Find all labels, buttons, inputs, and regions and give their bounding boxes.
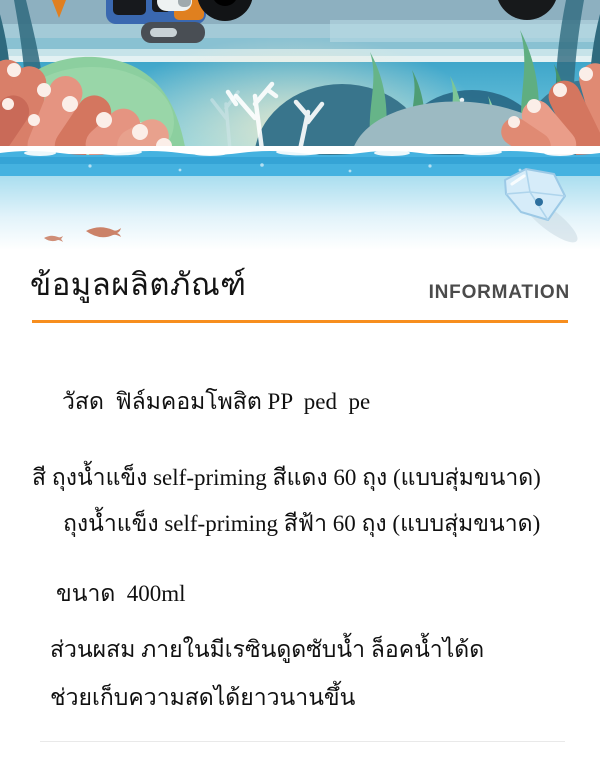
product-info-section <box>0 258 600 715</box>
bottom-divider <box>40 741 565 742</box>
page-title: ข้อมูลผลิตภัณฑ์ <box>30 267 247 303</box>
hero-illustration <box>0 0 600 250</box>
product-specs <box>30 385 570 715</box>
accent-divider <box>32 320 568 323</box>
page-title-en: INFORMATION <box>428 282 570 303</box>
underwater-scene-icon <box>0 0 600 250</box>
spec-material: วัสด ฟิล์มคอมโพสิต PP ped pe <box>62 389 371 414</box>
spec-benefit: ช่วยเก็บความสดได้ยาวนานขึ้น <box>50 685 356 710</box>
spec-color-blue: ถุงน้ำแข็ง self-priming สีฟ้า 60 ถุง (แบบสุ่มขนาด) <box>63 511 541 536</box>
spec-color-red: สี ถุงน้ำแข็ง self-priming สีแดง 60 ถุง (แบบสุ่มขนาด) <box>32 465 541 490</box>
info-header <box>30 258 570 308</box>
spec-size: ขนาด 400ml <box>56 581 186 606</box>
spec-ingredients: ส่วนผสม ภายในมีเรซินดูดซับน้ำ ล็อคน้ำได้ด <box>50 637 485 662</box>
